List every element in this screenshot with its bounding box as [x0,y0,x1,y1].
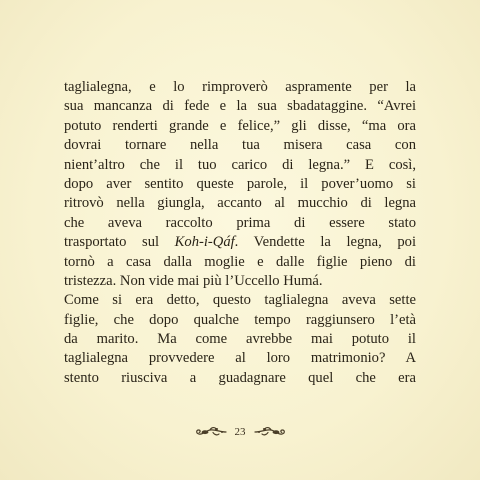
text-segment: trasportato sul [64,234,175,251]
text-line: Come si era detto, questo taglialegna aveva sette [64,292,416,309]
floral-flourish-right-icon [254,425,288,439]
text-line: tornò a casa dalla moglie e dalle figlie pieno di [64,253,416,270]
italic-place-name: Koh-i-Qáf [174,234,235,251]
page-footer [0,420,480,444]
text-line-with-italic [64,233,416,252]
body-text [64,78,416,388]
text-line: ritrovò nella giungla, accanto al mucchio di legna [64,195,416,212]
text-line: taglialegna provvedere al loro matrimonio? A [64,350,416,367]
text-line: potuto renderti grande e felice,” gli disse, “ma ora [64,117,416,134]
text-segment: . Vendette la legna, poi [234,234,416,251]
text-line: figlie, che dopo qualche tempo raggiunsero l’età [64,311,416,328]
text-line: stento riusciva a guadagnare quel che era [64,369,416,386]
text-line: che aveva raccolto prima di essere stato [64,214,416,231]
floral-flourish-left-icon [193,425,227,439]
page-number: 23 [234,426,246,438]
text-line: sua mancanza di fede e la sua sbadataggine. “Avrei [64,98,416,115]
text-line: tristezza. Non vide mai più l’Uccello Humá. [64,272,323,289]
text-line: dovrai tornare nella tua misera casa con [64,137,416,154]
text-line: da marito. Ma come avrebbe mai potuto il [64,331,416,348]
text-line: dopo aver sentito queste parole, il pover’uomo si [64,175,416,192]
text-line: taglialegna, e lo rimproverò aspramente per la [64,79,416,95]
text-line: nient’altro che il tuo carico di legna.” E così, [64,156,416,173]
